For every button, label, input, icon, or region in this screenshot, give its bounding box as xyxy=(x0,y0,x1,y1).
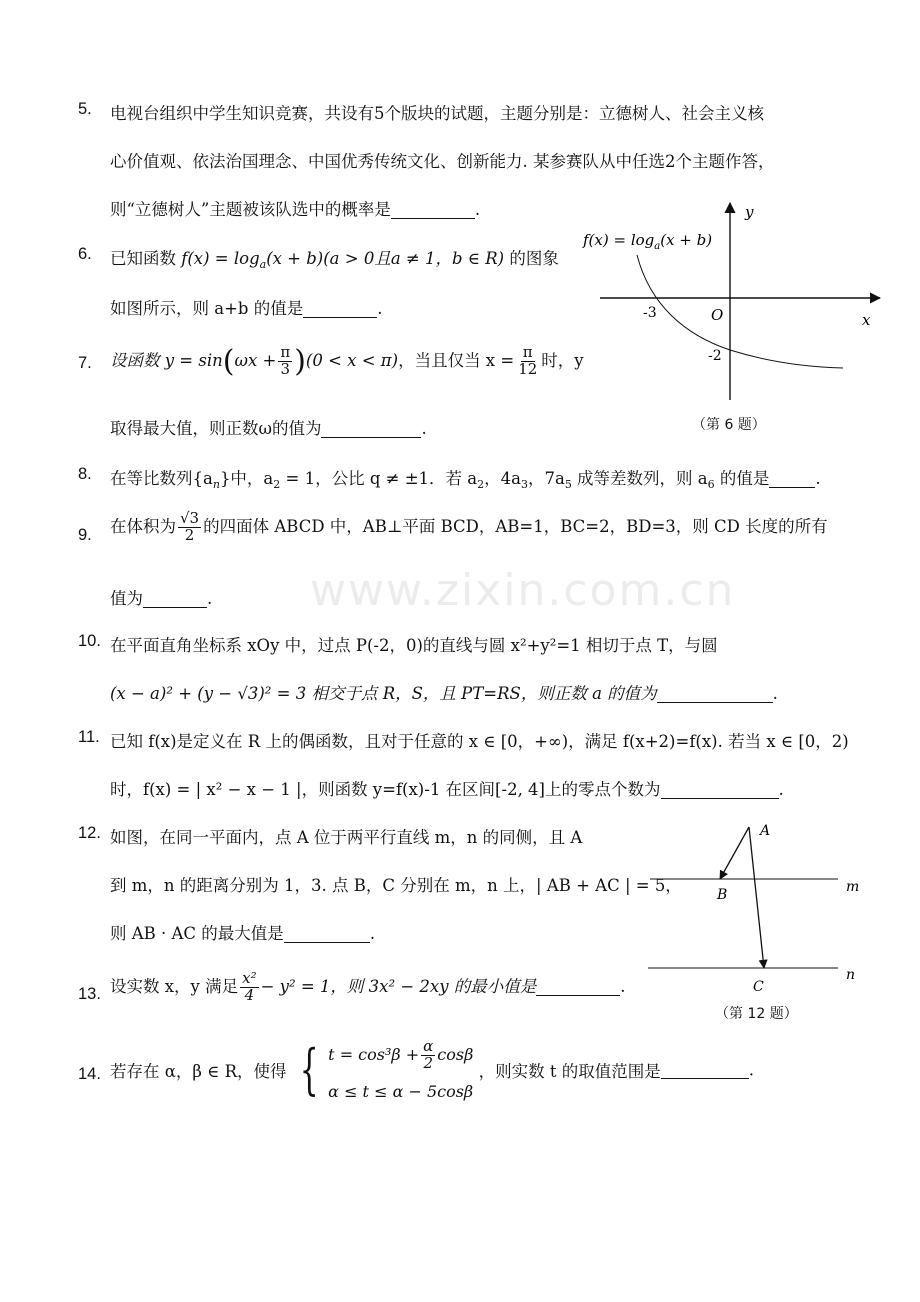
question-text: 如图所示，则 a+b 的值是 . xyxy=(110,299,383,318)
question-number: 14. xyxy=(78,1065,101,1083)
question-number: 9. xyxy=(78,526,92,544)
question-text: 时，f(x) = | x² − x − 1 |，则函数 y=f(x)-1 在区间[-2, 4]上的零点个数为 . xyxy=(110,780,784,799)
answer-blank[interactable] xyxy=(536,977,620,996)
question-number: 12. xyxy=(78,824,101,842)
question-text: 到 m，n 的距离分别为 1，3. 点 B，C 分别在 m，n 上，| AB + AC | = 5， xyxy=(110,876,682,895)
question-number: 8. xyxy=(78,465,92,483)
question-text: 在等比数列$\{a_n\}$中，$a_2 = 1$，公比 q ≠ ±1．若 $a_2$，$4a_3$，$7a_5$ 成等差数列，则 $a_6$ 的值是 . xyxy=(110,469,821,491)
question-text: 设函数 y = sin(ωx + $\frac{\pi}{3}$ )(0 < x < π)，当且仅当 x = $\frac{\pi}{12}$ 时，y xyxy=(110,343,584,379)
curve xyxy=(637,255,843,368)
point-a-label: A xyxy=(760,823,771,839)
equation-system: { t = cos³β + $\frac{\alpha}{2}$ cosβ α ≤ t ≤ α − 5cosβ xyxy=(299,1037,474,1101)
answer-blank[interactable] xyxy=(661,1060,749,1079)
line-n-label: n xyxy=(846,967,856,983)
origin-label: O xyxy=(711,306,724,324)
figure-12-caption: （第 12 题） xyxy=(715,1006,798,1022)
question-text: 值为 . xyxy=(110,589,213,608)
question-number: 6. xyxy=(78,245,92,263)
watermark: www.zixin.com.cn xyxy=(310,565,736,616)
question-text: 已知函数 $f(x) = \log_a(x + b)(a > 0$且a ≠ 1，b ∈ R) 的图象 xyxy=(110,249,559,271)
question-text: 已知 f(x)是定义在 R 上的偶函数，且对于任意的 x ∈ [0，+∞)，满足 f(x+2)=f(x). 若当 x ∈ [0，2) xyxy=(110,732,849,751)
x-label: x xyxy=(862,311,871,329)
point-c-label: C xyxy=(753,979,764,995)
question-text: 电视台组织中学生知识竞赛，共设有5个版块的试题，主题分别是：立德树人、社会主义核 xyxy=(110,104,764,123)
vector-ab xyxy=(720,827,749,879)
question-text: (x − a)² + (y − √3)² = 3 相交于点 R，S，且 PT=RS，则正数 a 的值为 . xyxy=(110,684,778,703)
y-label: y xyxy=(745,203,754,221)
question-text: 则 AB · AC 的最大值是 . xyxy=(110,924,376,943)
answer-blank[interactable] xyxy=(391,200,475,219)
answer-blank[interactable] xyxy=(143,589,207,608)
tick-label-y: -2 xyxy=(708,348,722,364)
answer-blank[interactable] xyxy=(769,469,815,488)
question-text: 取得最大值，则正数ω的值为 . xyxy=(110,419,427,438)
question-text: 在平面直角坐标系 xOy 中，过点 P(-2，0)的直线与圆 x²+y²=1 相切于点 T，与圆 xyxy=(110,636,718,655)
point-b-label: B xyxy=(717,887,728,903)
figure-6-graph xyxy=(575,195,890,410)
question-text: 如图，在同一平面内，点 A 位于两平行直线 m，n 的同侧，且 A xyxy=(110,828,583,847)
question-number: 10. xyxy=(78,632,101,650)
question-text: 心价值观、依法治国理念、中国优秀传统文化、创新能力. 某参赛队从中任选2个主题作答， xyxy=(110,152,775,171)
answer-blank[interactable] xyxy=(303,299,377,318)
answer-blank[interactable] xyxy=(321,419,421,438)
question-number: 5. xyxy=(78,100,92,118)
figure-12-diagram xyxy=(640,815,880,995)
function-label: $f(x) = \log_a(x + b)$ xyxy=(583,231,713,252)
question-number: 11. xyxy=(78,728,100,746)
question-text: 则“立德树人”主题被该队选中的概率是 . xyxy=(110,200,481,219)
tick-label-x: -3 xyxy=(643,305,657,321)
question-text: 若存在 α，β ∈ R，使得 { t = cos³β + $\frac{\alpha}{2}$ cosβ α ≤ t ≤ α − 5cosβ ，则实数 t 的取值范围是 . xyxy=(110,1037,754,1101)
question-text: 在体积为 $\frac{√3}{2}$ 的四面体 ABCD 中，AB⊥平面 BCD，AB=1，BC=2，BD=3，则 CD 长度的所有 xyxy=(110,509,828,544)
answer-blank[interactable] xyxy=(661,780,779,799)
question-number: 7. xyxy=(78,354,92,372)
answer-blank[interactable] xyxy=(284,924,370,943)
line-m-label: m xyxy=(846,879,860,895)
figure-6-caption: （第 6 题） xyxy=(692,417,766,433)
answer-blank[interactable] xyxy=(657,684,773,703)
vector-ac xyxy=(749,827,764,968)
question-text: 设实数 x，y 满足 $\frac{\text{x²}}{4}$ − y² = 1，则 3x² − 2xy 的最小值是 . xyxy=(110,969,626,1004)
question-number: 13. xyxy=(78,985,101,1003)
